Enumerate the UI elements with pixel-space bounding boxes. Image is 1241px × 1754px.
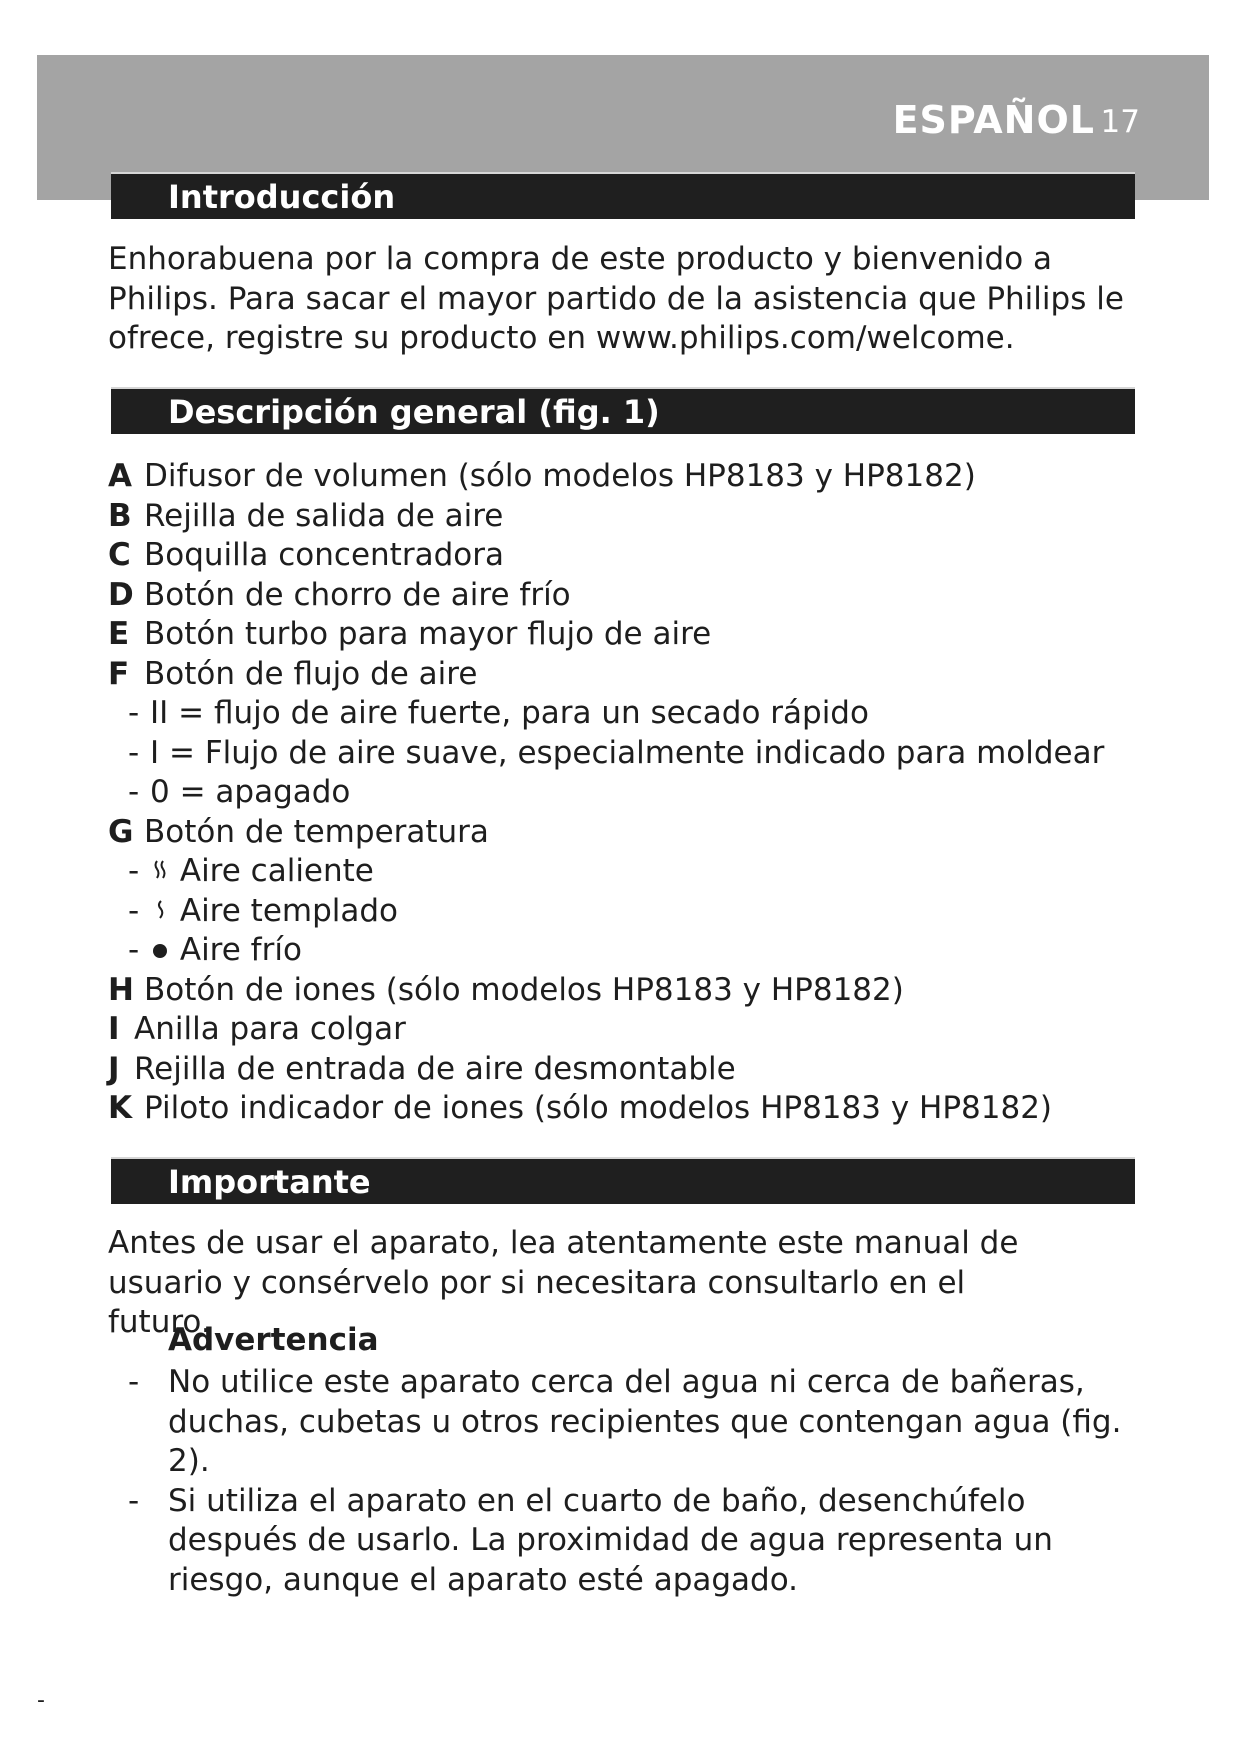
list-item: D Botón de chorro de aire frío: [108, 576, 571, 613]
section-bar-intro: [111, 172, 1135, 219]
hot-air-icon: [150, 852, 170, 892]
list-item: B Rejilla de salida de aire: [108, 497, 504, 534]
page-number: 17: [1100, 104, 1140, 140]
list-item: A Difusor de volumen (sólo modelos HP8183 y HP8182): [108, 458, 976, 494]
section-bar-important: [111, 1157, 1135, 1204]
list-subitem: - 0 = apagado: [128, 774, 351, 810]
list-item: G Botón de temperatura: [108, 813, 489, 850]
warning-title: Advertencia: [168, 1322, 379, 1358]
language-title: ESPAÑOL: [892, 98, 1095, 142]
list-item: E Botón turbo para mayor flujo de aire: [108, 616, 712, 652]
footer-mark: -: [37, 1688, 45, 1713]
intro-paragraph: Enhorabuena por la compra de este producto y bienvenido a Philips. Para sacar el mayor partido de la asistencia que Philips le ofrece, registre su producto en www.philips.com/welcome.: [108, 241, 1124, 356]
section-title: Introducción: [168, 178, 396, 216]
warm-air-icon: [150, 892, 170, 932]
list-subitem: - Aire templado: [108, 892, 1148, 932]
list-subitem: - Aire frío: [108, 931, 1148, 971]
list-item: - Si utiliza el aparato en el cuarto de baño, desenchúfelo después de usarlo. La proximidad de agua representa un riesgo, aunque el aparato esté apagado.: [128, 1482, 1053, 1598]
list-subitem: - I = Flujo de aire suave, especialmente indicado para moldear: [128, 734, 1105, 771]
list-item: H Botón de iones (sólo modelos HP8183 y HP8182): [108, 971, 904, 1008]
list-item: C Boquilla concentradora: [108, 537, 504, 573]
cold-air-icon: [150, 931, 170, 971]
list-item: J Rejilla de entrada de aire desmontable: [108, 1050, 736, 1087]
section-title: Descripción general (fig. 1): [168, 393, 660, 431]
list-subitem: - Aire caliente: [108, 852, 1148, 892]
list-subitem: - II = flujo de aire fuerte, para un secado rápido: [128, 695, 869, 731]
list-item: - No utilice este aparato cerca del agua ni cerca de bañeras, duchas, cubetas u otros recipientes que contengan agua (fig. 2).: [128, 1364, 1122, 1479]
list-item: I Anilla para colgar: [108, 1011, 406, 1047]
list-item: F Botón de flujo de aire: [108, 655, 478, 692]
list-item: K Piloto indicador de iones (sólo modelos HP8183 y HP8182): [108, 1090, 1053, 1126]
section-title: Importante: [168, 1163, 371, 1201]
section-bar-overview: [111, 387, 1135, 434]
parts-list: [108, 457, 1148, 1129]
warning-list: [128, 1363, 1138, 1600]
important-paragraph: Antes de usar el aparato, lea atentamente este manual de usuario y consérvelo por si necesitara consultarlo en el futuro.: [108, 1225, 1019, 1340]
